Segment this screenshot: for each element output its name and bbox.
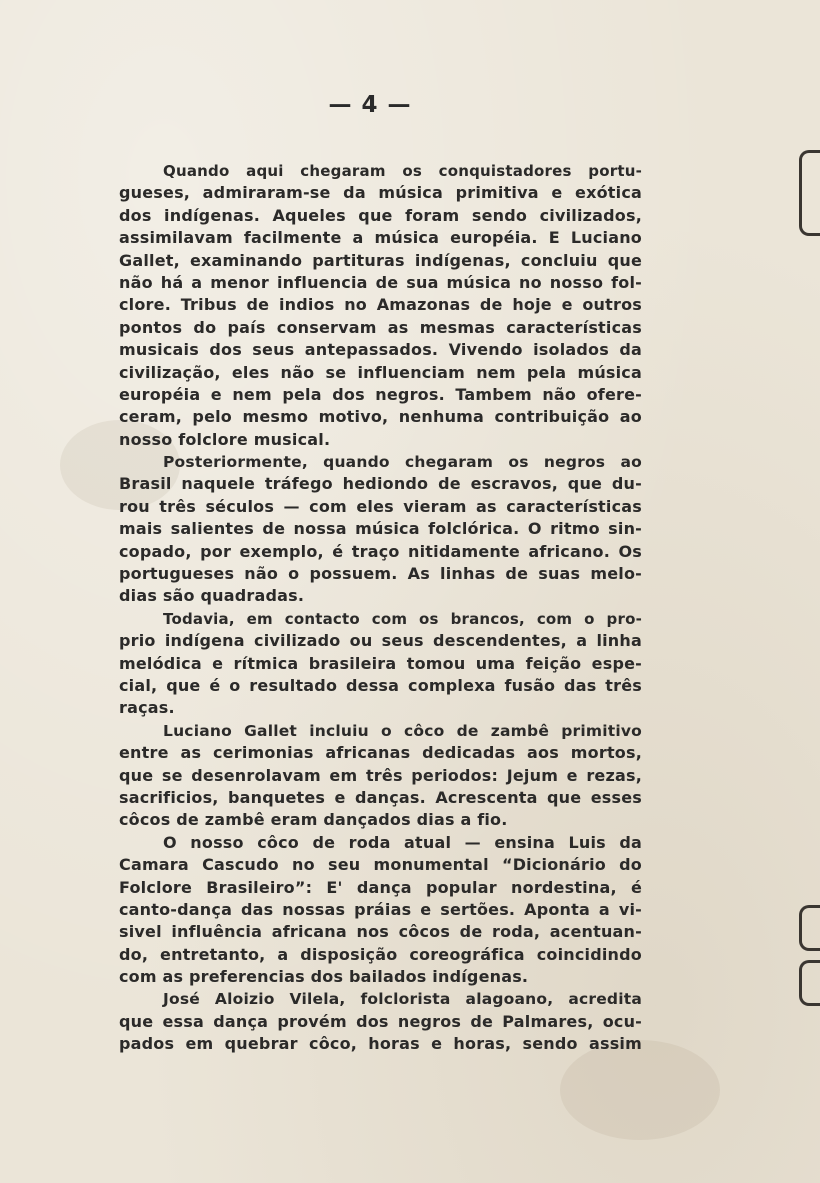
- text-line: entre as cerimonias africanas dedicadas aos mortos,: [119, 743, 642, 763]
- text-line: Gallet, examinando partituras indígenas, concluiu que: [119, 250, 642, 270]
- page-number: — 4 —: [328, 92, 412, 118]
- body-text: [119, 160, 642, 1056]
- text-line: do, entretanto, a disposição coreográfica coincidindo: [119, 944, 642, 964]
- text-line: pontos do país conservam as mesmas características: [119, 317, 642, 337]
- text-line: pados em quebrar côco, horas e horas, sendo assim: [119, 1034, 642, 1054]
- text-line: clore. Tribus de indios no Amazonas de hoje e outros: [119, 295, 642, 315]
- text-line: não há a menor influencia de sua música no nosso fol-: [119, 272, 642, 292]
- binding-clip-mark: [799, 905, 820, 951]
- text-line: cial, que é o resultado dessa complexa fusão das três: [119, 675, 642, 695]
- text-line: rou três séculos — com eles vieram as características: [119, 496, 642, 516]
- text-line: nosso folclore musical.: [119, 429, 331, 449]
- text-line: raças.: [119, 698, 175, 718]
- text-line: côcos de zambê eram dançados dias a fio.: [119, 810, 508, 830]
- text-line: gueses, admiraram-se da música primitiva e exótica: [119, 183, 642, 203]
- text-line: Quando aqui chegaram os conquistadores portu-: [163, 162, 642, 180]
- text-line: com as preferencias dos bailados indígenas.: [119, 967, 529, 987]
- text-line: civilização, eles não se influenciam nem pela música: [119, 362, 642, 382]
- text-line: Posteriormente, quando chegaram os negros ao: [163, 453, 642, 472]
- text-line: José Aloizio Vilela, folclorista alagoano, acredita: [163, 990, 642, 1009]
- text-line: O nosso côco de roda atual — ensina Luis da: [163, 832, 642, 852]
- text-line: Luciano Gallet incluiu o côco de zambê primitivo: [163, 721, 642, 740]
- text-line: européia e nem pela dos negros. Tambem não ofere-: [119, 384, 642, 404]
- text-line: que se desenrolavam em três periodos: Jejum e rezas,: [119, 765, 642, 785]
- text-line: copado, por exemplo, é traço nitidamente africano. Os: [119, 541, 642, 561]
- text-line: Brasil naquele tráfego hediondo de escravos, que du-: [119, 474, 642, 494]
- binding-clip-mark: [799, 960, 820, 1006]
- text-line: sacrificios, banquetes e danças. Acrescenta que esses: [119, 787, 642, 807]
- binding-clip-mark: [799, 150, 820, 236]
- text-line: dias são quadradas.: [119, 586, 305, 606]
- text-line: prio indígena civilizado ou seus descendentes, a linha: [119, 631, 642, 651]
- text-line: mais salientes de nossa música folclórica. O ritmo sin-: [119, 519, 642, 539]
- text-line: assimilavam facilmente a música européia. E Luciano: [119, 228, 642, 248]
- text-line: portugueses não o possuem. As linhas de suas melo-: [119, 564, 642, 584]
- text-line: Todavia, em contacto com os brancos, com o pro-: [163, 609, 642, 628]
- text-line: que essa dança provém dos negros de Palmares, ocu-: [119, 1011, 642, 1031]
- text-line: ceram, pelo mesmo motivo, nenhuma contribuição ao: [119, 407, 642, 427]
- text-line: dos indígenas. Aqueles que foram sendo civilizados,: [119, 205, 642, 225]
- text-line: Folclore Brasileiro”: E' dança popular nordestina, é: [119, 877, 642, 897]
- text-line: canto-dança das nossas práias e sertões. Aponta a vi-: [119, 899, 642, 919]
- text-line: Camara Cascudo no seu monumental “Dicionário do: [119, 855, 642, 875]
- text-line: musicais dos seus antepassados. Vivendo isolados da: [119, 340, 642, 360]
- text-line: sivel influência africana nos côcos de roda, acentuan-: [119, 922, 642, 942]
- text-line: melódica e rítmica brasileira tomou uma feição espe-: [119, 653, 642, 673]
